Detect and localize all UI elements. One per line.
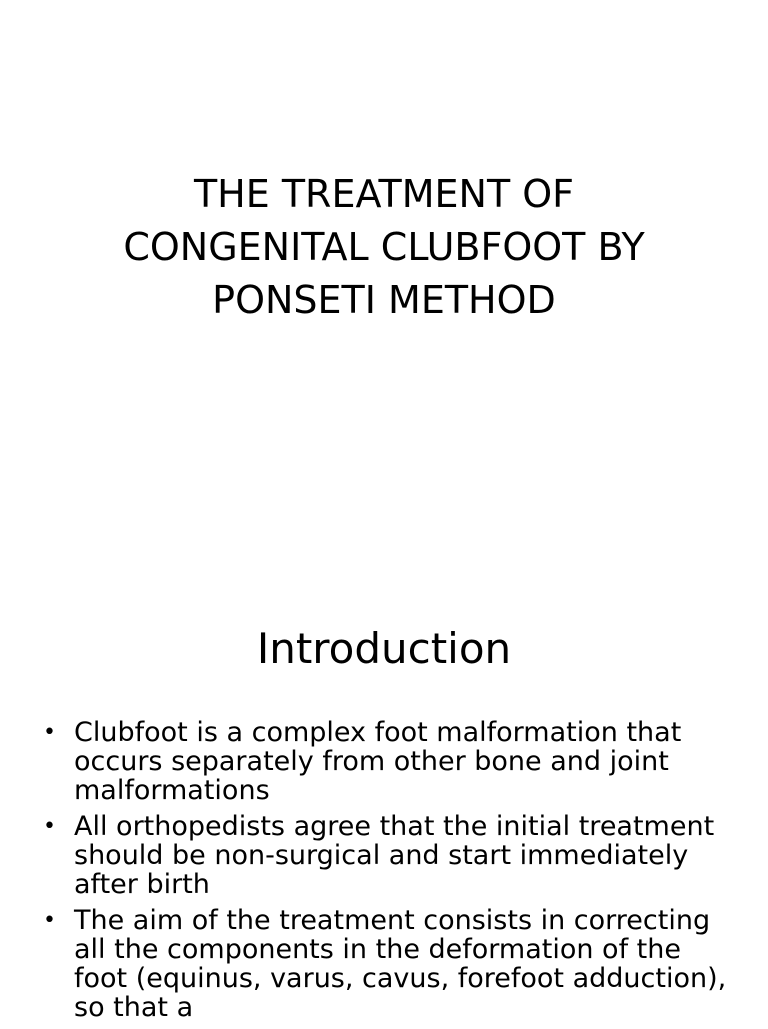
slide-title bbox=[40, 168, 728, 327]
bullet-dot-icon: • bbox=[43, 814, 56, 839]
bullet-dot-icon: • bbox=[43, 720, 56, 745]
bullet-text: The aim of the treatment consists in correcting all the components in the deformation of the foot (equinus, varus, cavus, forefoot adduction), so that a bbox=[74, 905, 727, 1023]
slide-title-line: CONGENITAL CLUBFOOT BY bbox=[123, 225, 645, 269]
bullet-item bbox=[0, 906, 768, 1022]
bullet-text: All orthopedists agree that the initial treatment should be non-surgical and start immediately after birth bbox=[74, 811, 715, 900]
bullet-list bbox=[0, 718, 768, 1029]
bullet-text: Clubfoot is a complex foot malformation that occurs separately from other bone and joint malformations bbox=[74, 717, 682, 806]
bullet-item bbox=[0, 718, 768, 805]
bullet-item bbox=[0, 812, 768, 899]
bullet-dot-icon: • bbox=[43, 908, 56, 933]
section-heading: Introduction bbox=[256, 624, 512, 673]
slide-title-line: PONSETI METHOD bbox=[212, 278, 556, 322]
slide-title-line: THE TREATMENT OF bbox=[193, 172, 575, 216]
